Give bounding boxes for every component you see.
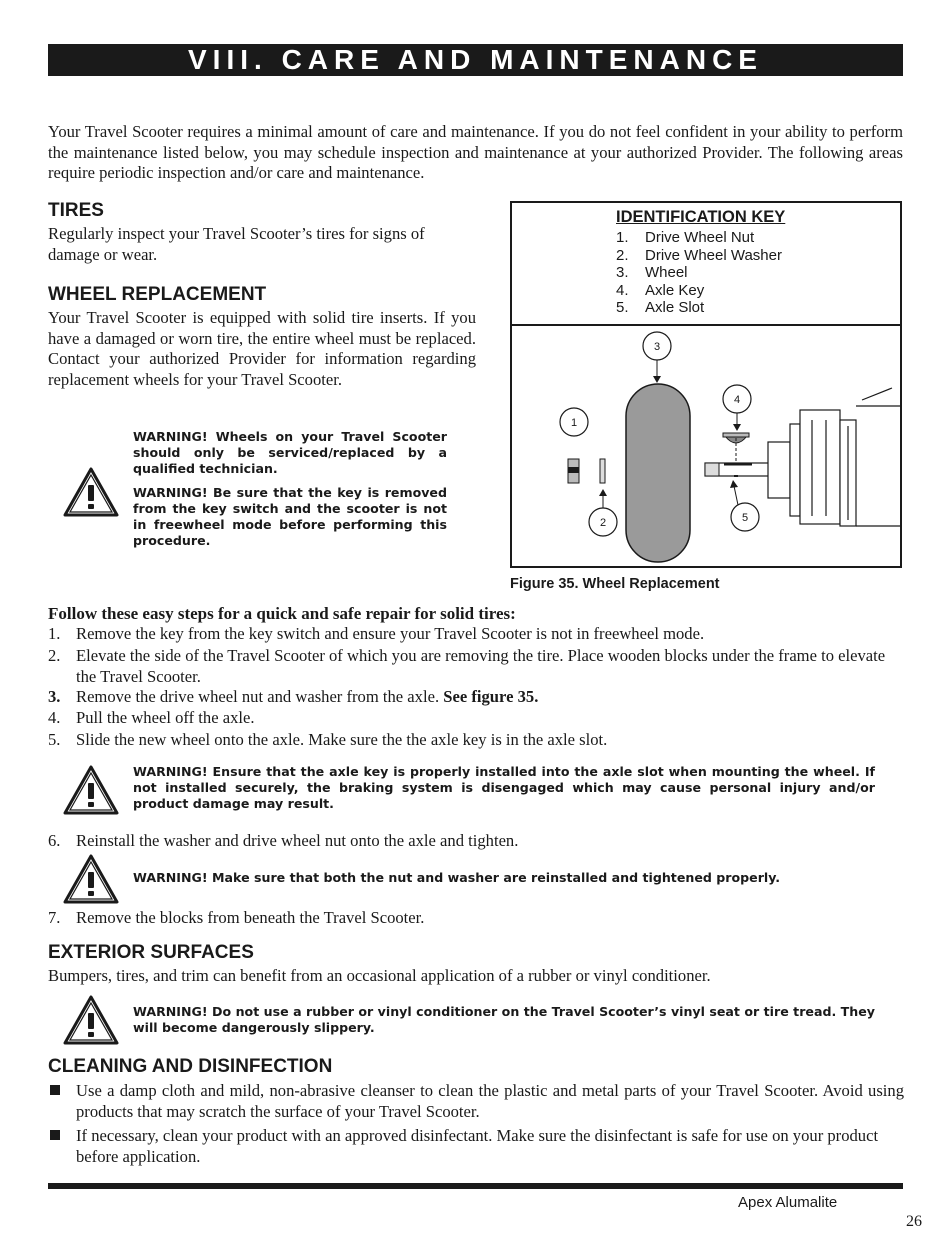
identification-key-figure: [510, 201, 902, 568]
step-2: 2. Elevate the side of the Travel Scooter of which you are removing the tire. Place wooden blocks under the frame to elevate the Travel Scooter.: [48, 646, 886, 686]
warning-triangle-icon: [62, 764, 120, 816]
wheel-replacement-diagram: [512, 326, 900, 566]
footer-product-name: Apex Alumalite: [738, 1194, 838, 1211]
steps-intro: Follow these easy steps for a quick and safe repair for solid tires:: [48, 604, 516, 623]
identification-key-title: IDENTIFICATION KEY: [616, 208, 786, 226]
step-4: 4. Pull the wheel off the axle.: [48, 708, 255, 727]
step-3: 3. Remove the drive wheel nut and washer from the axle. See figure 35.: [48, 687, 539, 706]
motor-housing-part: [768, 388, 900, 526]
warning-triangle-icon: [62, 994, 120, 1046]
step-7: 7. Remove the blocks from beneath the Travel Scooter.: [48, 908, 425, 927]
warning-axle-key: WARNING! Ensure that the axle key is properly installed into the axle slot when mounting the wheel. If not installed securely, the braking system is disengaged which may cause personal injury and/or product damage may result.: [133, 764, 875, 811]
warning-conditioner: WARNING! Do not use a rubber or vinyl conditioner on the Travel Scooter’s vinyl seat or tire tread. They will become dangerously slippery.: [133, 1004, 875, 1035]
svg-text:5: 5: [741, 512, 749, 524]
square-bullet-icon: [50, 1130, 60, 1140]
page-number: 26: [906, 1213, 922, 1230]
key-item: 3. Wheel: [616, 264, 688, 281]
warning-block-1: [133, 429, 447, 557]
wheel-part: [626, 384, 690, 562]
step-5: 5. Slide the new wheel onto the axle. Make sure the the axle key is in the axle slot.: [48, 730, 608, 749]
step-1: 1. Remove the key from the key switch and ensure your Travel Scooter is not in freewheel mode.: [48, 624, 705, 643]
wheel-replacement-heading: WHEEL REPLACEMENT: [48, 284, 267, 305]
footer-rule: [48, 1183, 903, 1189]
warning-triangle-icon: [62, 466, 120, 518]
exterior-surfaces-text: Bumpers, tires, and trim can benefit from an occasional application of a rubber or vinyl conditioner.: [48, 966, 711, 985]
tires-text: Regularly inspect your Travel Scooter’s tires for signs of damage or wear.: [48, 224, 425, 264]
identification-key-list: [616, 229, 782, 317]
key-item: 4. Axle Key: [616, 281, 705, 299]
warning-qualified-technician: WARNING! Wheels on your Travel Scooter should only be serviced/replaced by a qualified technician.: [133, 429, 447, 476]
cleaning-heading: CLEANING AND DISINFECTION: [48, 1056, 333, 1077]
svg-text:3: 3: [653, 341, 661, 353]
drive-wheel-washer-part: [600, 459, 605, 483]
step-6: 6. Reinstall the washer and drive wheel nut onto the axle and tighten.: [48, 831, 519, 850]
figure-reference: See figure 35.: [443, 687, 539, 706]
warning-key-removed: WARNING! Be sure that the key is removed from the key switch and the scooter is not in freewheel mode before performing this procedure.: [133, 485, 447, 548]
key-item: 5. Axle Slot: [616, 299, 705, 316]
intro-paragraph: Your Travel Scooter requires a minimal amount of care and maintenance. If you do not feel confident in your ability to perform the maintenance listed below, you may schedule inspection and maintenance at your authorized Provider. The following areas require periodic inspection and/or care and maintenance.: [48, 122, 903, 182]
svg-text:2: 2: [599, 517, 607, 529]
exterior-surfaces-heading: EXTERIOR SURFACES: [48, 942, 254, 963]
svg-text:4: 4: [733, 394, 741, 406]
cleaning-bullet: If necessary, clean your product with an approved disinfectant. Make sure the disinfectant is safe for use on your product before application.: [48, 1125, 904, 1167]
cleaning-bullet: Use a damp cloth and mild, non-abrasive cleanser to clean the plastic and metal parts of your Travel Scooter. Avoid using products that may scratch the surface of your Travel Scooter.: [48, 1080, 904, 1122]
callout-3: [643, 332, 671, 383]
callout-4: [723, 385, 751, 431]
square-bullet-icon: [50, 1085, 60, 1095]
svg-text:1: 1: [570, 417, 578, 429]
callout-2: [589, 489, 617, 536]
tires-heading: TIRES: [48, 200, 104, 221]
key-item: 2. Drive Wheel Washer: [616, 246, 782, 264]
callout-5: [730, 480, 759, 531]
warning-nut-washer: WARNING! Make sure that both the nut and washer are reinstalled and tightened properly.: [133, 870, 781, 885]
wheel-replacement-text: Your Travel Scooter is equipped with solid tire inserts. If you have a damaged or worn tire, the entire wheel must be replaced. Contact your authorized Provider for information regarding replacement wheels for your Travel Scooter.: [48, 308, 476, 389]
callout-1: [560, 408, 588, 436]
key-item: 1. Drive Wheel Nut: [616, 229, 755, 246]
warning-triangle-icon: [62, 853, 120, 905]
figure-caption: Figure 35. Wheel Replacement: [510, 576, 720, 592]
section-title-banner: VIII. CARE AND MAINTENANCE: [48, 44, 903, 76]
